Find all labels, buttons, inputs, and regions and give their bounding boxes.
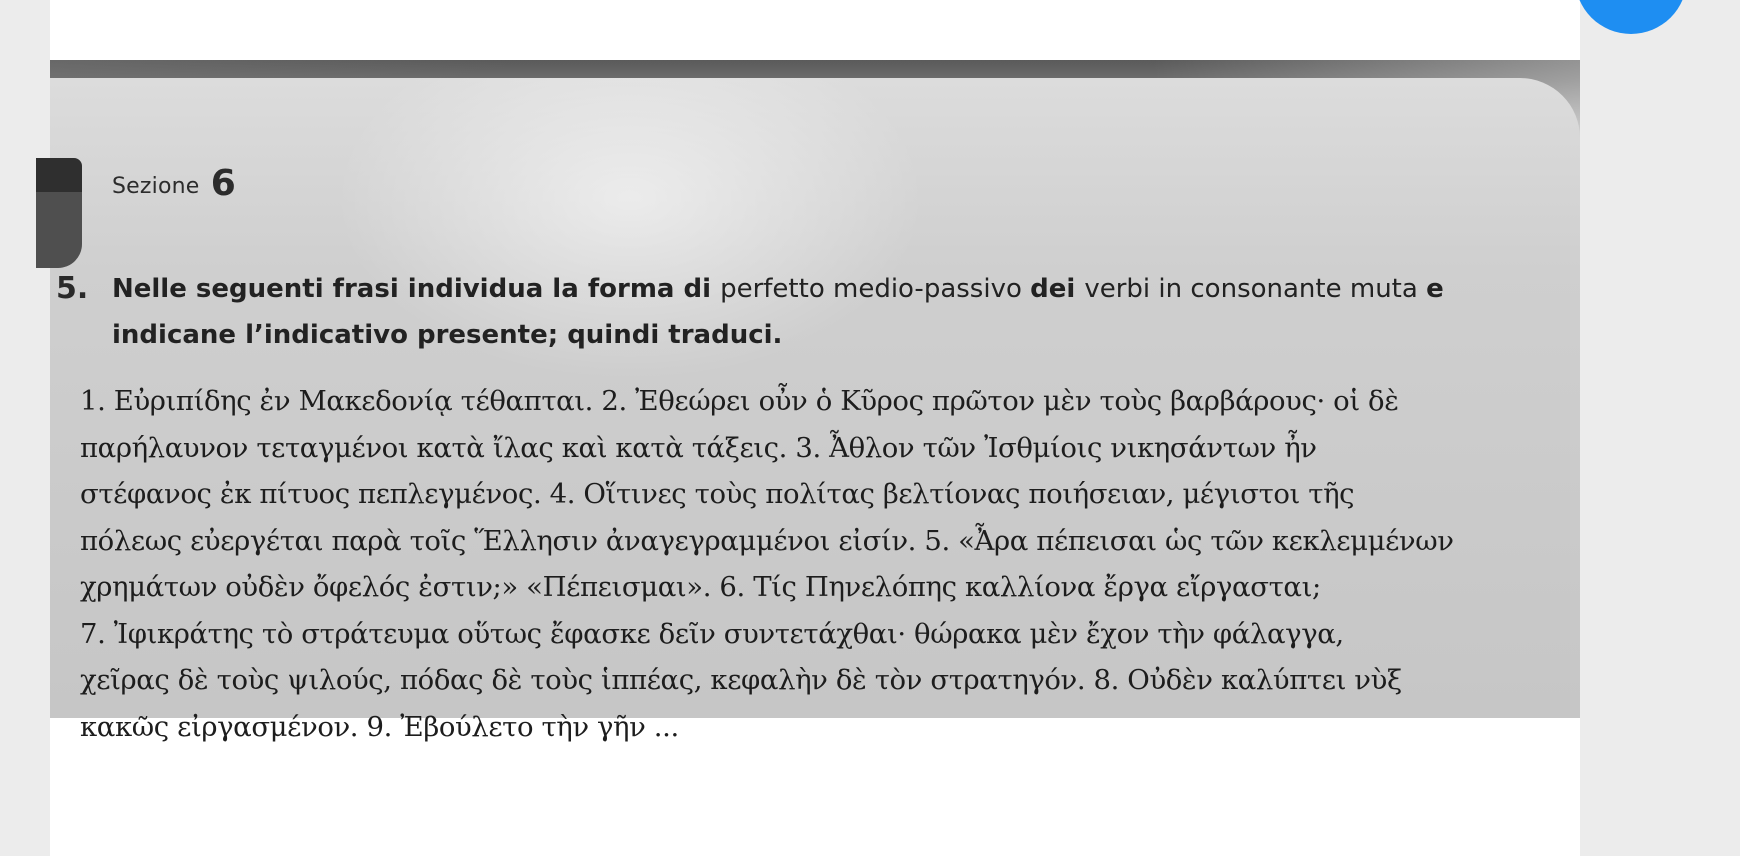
textbook-photo: [50, 60, 1580, 743]
section-label: Sezione: [112, 174, 200, 199]
greek-text-line: χεῖρας δὲ τοὺς ψιλούς, πόδας δὲ τοὺς ἱππέας, κεφαλὴν δὲ τὸν στρατηγόν. 8. Οὐδὲν καλύπτει νὺξ: [80, 664, 1402, 696]
section-marker-tab: [36, 158, 82, 268]
left-gutter: [0, 0, 50, 856]
section-header: [112, 163, 236, 204]
greek-text-line: παρήλαυνον τεταγμένοι κατὰ ἴλας καὶ κατὰ τάξεις. 3. Ἆθλον τῶν Ἰσθμίοις νικησάντων ἦν: [80, 431, 1317, 464]
greek-text-line: 1. Εὐριπίδης ἐν Μακεδονίᾳ τέθαπται. 2. Ἐθεώρει οὖν ὁ Κῦρος πρῶτον μὲν τοὺς βαρβάρους· οἱ δὲ: [80, 385, 1399, 417]
section-number: 6: [210, 163, 236, 204]
exercise-number: 5.: [56, 271, 89, 306]
right-gutter: [1580, 0, 1740, 856]
instruction-part: Nelle seguenti frasi individua la forma di: [112, 274, 721, 304]
exercise-block: [56, 266, 1516, 358]
instruction-part: dei: [1030, 274, 1085, 304]
exercise-instruction: [112, 266, 1512, 358]
greek-text-line: κακῶς εἰργασμένον. 9. Ἐβούλετο τὴν γῆν ...: [80, 710, 679, 743]
instruction-part: verbi in consonante muta: [1084, 274, 1427, 304]
greek-text-line: στέφανος ἐκ πίτυος πεπλεγμένος. 4. Οἵτινες τοὺς πολίτας βελτίονας ποιήσειαν, μέγιστοι τῆς: [80, 478, 1355, 510]
greek-sentences: [80, 378, 1560, 743]
instruction-part: e indicane l’indicativo presente; quindi traduci.: [112, 274, 1444, 350]
greek-text-line: πόλεως εὐεργέται παρὰ τοῖς Ἕλλησιν ἀναγεγραμμένοι εἰσίν. 5. «Ἆρα πέπεισαι ὡς τῶν κεκλεμμένων: [80, 524, 1454, 557]
greek-text-line: χρημάτων οὐδὲν ὄφελός ἐστιν;» «Πέπεισμαι». 6. Τίς Πηνελόπης καλλίονα ἔργα εἴργασται;: [80, 571, 1321, 603]
instruction-part: perfetto medio-passivo: [720, 274, 1031, 304]
book-page: [50, 78, 1580, 743]
greek-text-line: 7. Ἰφικράτης τὸ στράτευμα οὕτως ἔφασκε δεῖν συντετάχθαι· θώρακα μὲν ἔχον τὴν φάλαγγα,: [80, 617, 1344, 650]
